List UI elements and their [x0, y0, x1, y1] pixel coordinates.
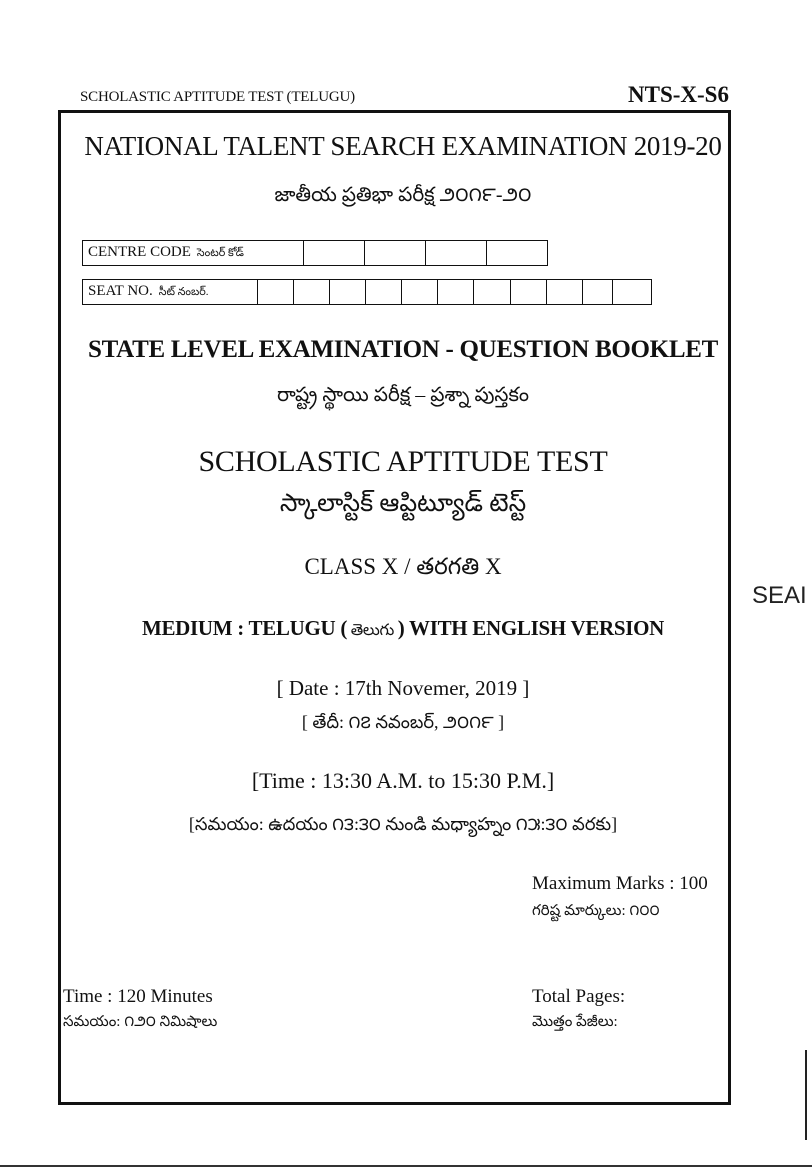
seat-number-box[interactable] — [330, 280, 366, 304]
seat-number-box[interactable] — [402, 280, 438, 304]
centre-code-box[interactable] — [487, 241, 547, 265]
booklet-title: STATE LEVEL EXAMINATION - QUESTION BOOKLET — [88, 336, 718, 363]
duration: Time : 120 Minutes — [63, 986, 213, 1007]
seat-number-box[interactable] — [511, 280, 547, 304]
total-pages: Total Pages: — [532, 986, 626, 1007]
class-label: CLASS X / తరగతి X — [304, 554, 502, 579]
centre-code-grid — [82, 240, 548, 266]
exam-date-telugu: [ తేదీ: ౧౭ నవంబర్, ౨౦౧౯ ] — [301, 712, 505, 732]
paper-code: NTS-X-S6 — [628, 82, 729, 107]
seat-number-box[interactable] — [258, 280, 294, 304]
exam-title-telugu: జాతీయ ప్రతిభా పరీక్ష ౨౦౧౯-౨౦ — [274, 184, 532, 206]
duration-telugu: సమయం: ౧౨౦ నిమిషాలు — [63, 1014, 218, 1030]
seat-number-box[interactable] — [366, 280, 402, 304]
centre-code-box[interactable] — [426, 241, 487, 265]
page-bottom-edge — [0, 1165, 812, 1167]
centre-code-box[interactable] — [304, 241, 365, 265]
adjacent-page-edge — [805, 1050, 807, 1140]
centre-code-box[interactable] — [365, 241, 426, 265]
exam-date: [ Date : 17th Novemer, 2019 ] — [276, 676, 530, 700]
adjacent-page-fragment: SEAI — [752, 582, 807, 609]
booklet-title-telugu: రాష్ట్ర స్థాయి పరీక్ష – ప్రశ్నా పుస్తకం — [276, 384, 530, 406]
test-name: SCHOLASTIC APTITUDE TEST — [198, 445, 608, 478]
header-subject: SCHOLASTIC APTITUDE TEST (TELUGU) — [80, 89, 355, 105]
seat-number-box[interactable] — [474, 280, 511, 304]
seat-number-box[interactable] — [583, 280, 613, 304]
centre-code-label: CENTRE CODE సెంటర్ కోడ్ — [83, 241, 304, 265]
total-pages-telugu: మొత్తం పేజీలు: — [532, 1014, 618, 1030]
seat-number-grid — [82, 279, 652, 305]
maximum-marks: Maximum Marks : 100 — [532, 873, 708, 894]
seat-number-label: SEAT NO. సీట్ నంబర్. — [83, 280, 258, 304]
seat-number-box[interactable] — [613, 280, 651, 304]
seat-number-box[interactable] — [547, 280, 583, 304]
maximum-marks-telugu: గరిష్ట మార్కులు: ౧౦౦ — [532, 903, 660, 919]
exam-time: [Time : 13:30 A.M. to 15:30 P.M.] — [251, 768, 555, 793]
exam-time-telugu: [సమయం: ఉదయం ౧౩:౩౦ నుండి మధ్యాహ్నం ౧౫:౩౦ వరకు] — [188, 814, 618, 834]
exam-title: NATIONAL TALENT SEARCH EXAMINATION 2019-20 — [84, 131, 722, 161]
test-name-telugu: స్కాలాస్టిక్ ఆప్టిట్యూడ్ టెస్ట్ — [279, 490, 527, 517]
seat-number-box[interactable] — [438, 280, 474, 304]
seat-number-box[interactable] — [294, 280, 330, 304]
medium-label: MEDIUM : TELUGU ( తెలుగు ) WITH ENGLISH VERSION — [141, 616, 665, 640]
